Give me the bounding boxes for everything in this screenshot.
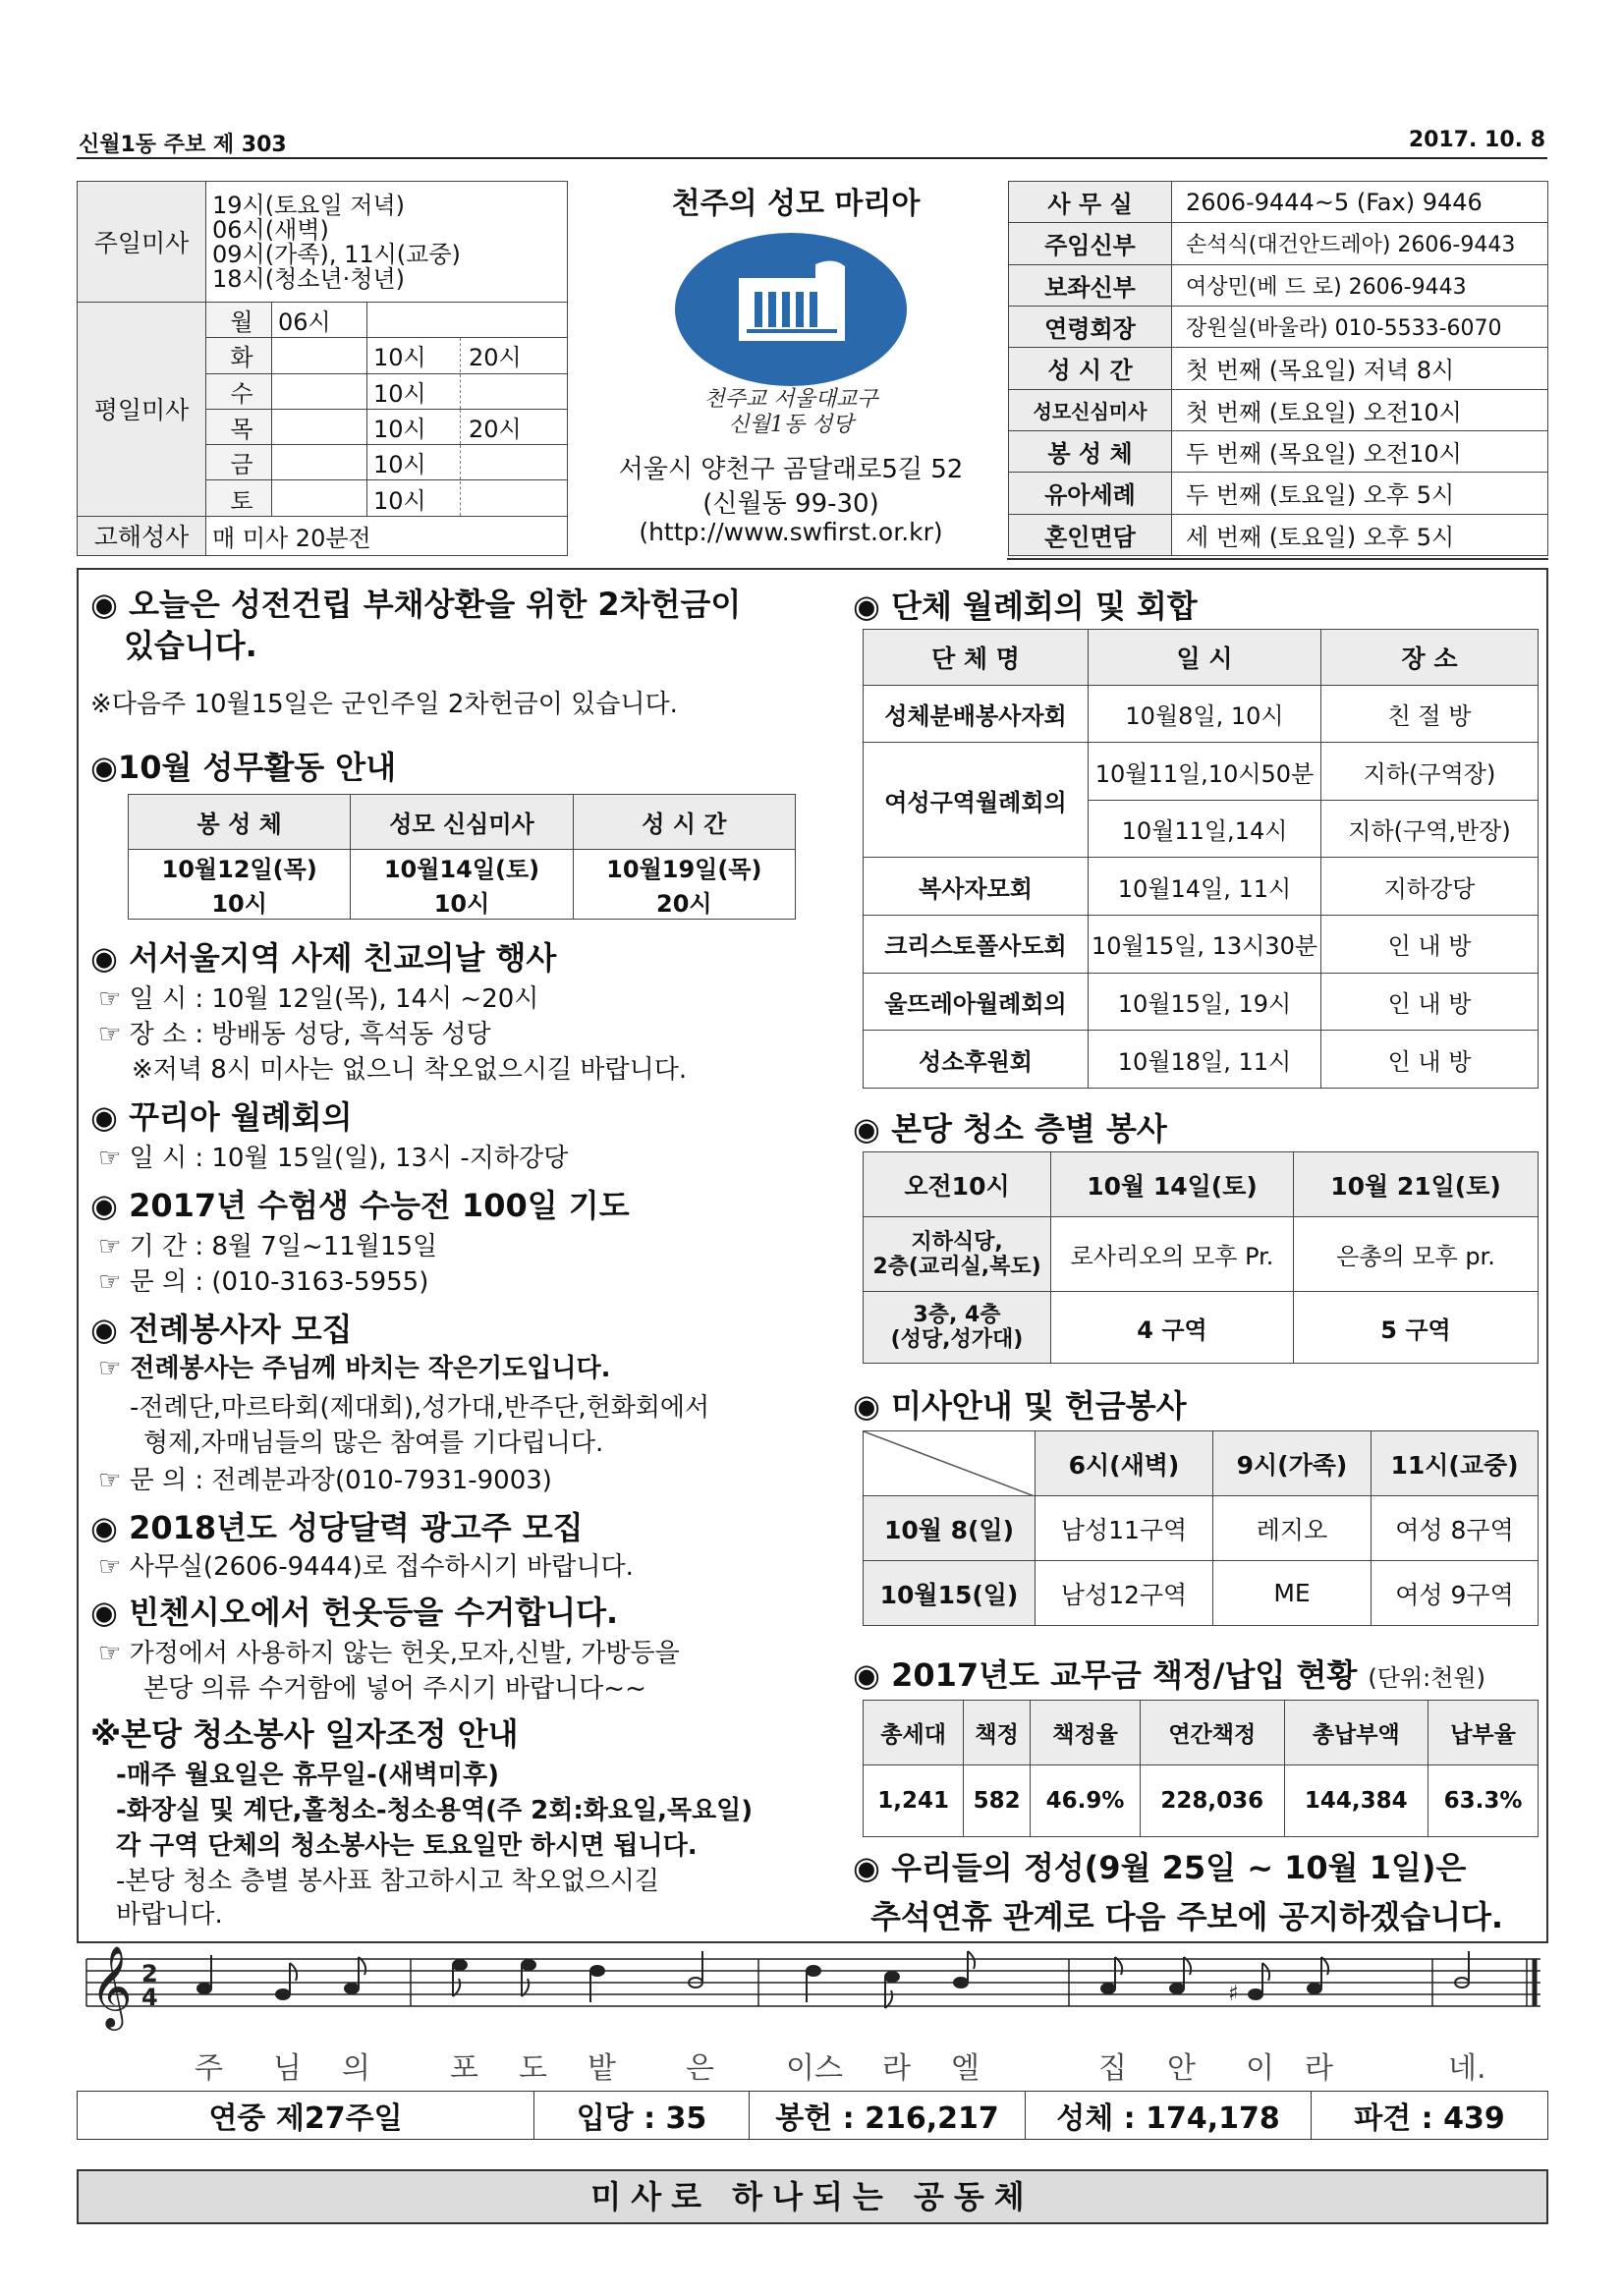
dues-status-table xyxy=(863,1700,1539,1837)
next-week-note: ※다음주 10월15일은 군인주일 2차헌금이 있습니다. xyxy=(90,690,678,719)
group-meeting-table xyxy=(863,629,1539,1089)
meet-date: 10월8일, 10시 xyxy=(1089,685,1321,743)
sunday-time: 19시(토요일 저녁) xyxy=(212,191,405,219)
clean-header: 10월 21일(토) xyxy=(1294,1152,1539,1217)
church-building-icon xyxy=(668,231,914,437)
meet-date: 10월15일, 13시30분 xyxy=(1089,916,1321,974)
dues-value: 582 xyxy=(964,1765,1031,1837)
contact-label: 성모신심미사 xyxy=(1009,389,1172,430)
contact-label: 사 무 실 xyxy=(1009,182,1172,223)
contact-value: 두 번째 (목요일) 오전10시 xyxy=(1172,430,1548,472)
music-staff-icon xyxy=(77,1945,1548,2044)
weekday-times: 10시 xyxy=(367,445,568,480)
contact-value: 장원실(바울라) 010-5533-6070 xyxy=(1172,306,1548,347)
contact-label: 유아세례 xyxy=(1009,473,1172,514)
weekday-times: 10시 20시 xyxy=(367,409,568,444)
lyric-syllable: 포 xyxy=(450,2051,478,2086)
weekday-times xyxy=(367,302,568,337)
dues-status-title: ◉ 2017년도 교무금 책정/납입 현황 (단위:천원) xyxy=(853,1656,1485,1694)
dues-value: 228,036 xyxy=(1141,1765,1285,1837)
meet-place: 지하강당 xyxy=(1321,858,1539,916)
liturgy-recruit-title: ◉ 전례봉사자 모집 xyxy=(90,1311,353,1348)
liturgy-recruit-line: ☞ 전례봉사는 주님께 바치는 작은기도입니다. xyxy=(98,1354,611,1383)
dues-header: 납부율 xyxy=(1428,1701,1539,1765)
parish-website-link[interactable]: (http://www.swfirst.or.kr) xyxy=(639,518,943,546)
parish-motto: 미사로 하나되는 공동체 xyxy=(77,2169,1548,2224)
cleaning-schedule-line: 바랍니다. xyxy=(116,1900,223,1930)
confession-value: 매 미사 20분전 xyxy=(206,516,568,555)
parish-logo xyxy=(668,231,914,441)
calendar-ad-title: ◉ 2018년도 성당달력 광고주 모집 xyxy=(90,1509,584,1546)
october-activity-table xyxy=(128,794,796,920)
mass-assignee: ME xyxy=(1213,1561,1372,1626)
clean-assignee: 5 구역 xyxy=(1294,1292,1539,1364)
communion-count: 성체 : 174,178 xyxy=(1026,2092,1312,2140)
mass-assignee: 남성12구역 xyxy=(1036,1561,1213,1626)
contact-label: 혼인면담 xyxy=(1009,514,1172,555)
dues-header: 책정율 xyxy=(1031,1701,1141,1765)
weekday-times: 10시 xyxy=(367,480,568,516)
second-collection-title-cont: 있습니다. xyxy=(124,627,257,664)
mass-corner-cell xyxy=(864,1431,1036,1496)
curia-meeting-title: ◉ 꾸리아 월례회의 xyxy=(90,1098,353,1136)
activity-cell: 10월19일(목) 20시 xyxy=(573,850,795,920)
exam-prayer-contact: ☞ 문 의 : (010-3163-5955) xyxy=(98,1267,429,1297)
cleaning-schedule-line: -본당 청소 층별 봉사표 참고하시고 착오없으시길 xyxy=(116,1867,660,1896)
lyric-syllable: 집 xyxy=(1098,2051,1127,2086)
mass-date: 10월 8(일) xyxy=(864,1496,1036,1561)
lyric-syllable: 님 xyxy=(273,2051,302,2086)
parish-address-lot: (신월동 99-30) xyxy=(702,489,879,519)
contact-label: 주임신부 xyxy=(1009,223,1172,264)
offering-amount: 봉헌 : 216,217 xyxy=(750,2092,1026,2140)
meet-date: 10월11일,14시 xyxy=(1089,800,1321,858)
weekly-stats-bar xyxy=(77,2091,1548,2140)
meet-header: 단 체 명 xyxy=(864,630,1089,686)
exam-prayer-title: ◉ 2017년 수험생 수능전 100일 기도 xyxy=(90,1187,630,1224)
cleaning-schedule-title: ※본당 청소봉사 일자조정 안내 xyxy=(90,1715,519,1753)
lyric-syllable: 네. xyxy=(1448,2051,1486,2086)
contact-value: 2606-9444~5 (Fax) 9446 xyxy=(1172,182,1548,223)
dues-value: 46.9% xyxy=(1031,1765,1141,1837)
october-activity-title: ◉10월 성무활동 안내 xyxy=(90,749,397,786)
diagonal-line-icon xyxy=(864,1431,1035,1496)
floor-cleaning-title: ◉ 본당 청소 층별 봉사 xyxy=(853,1110,1167,1148)
dues-header: 총납부액 xyxy=(1284,1701,1428,1765)
fellowship-place: ☞ 장 소 : 방배동 성당, 흑석동 성당 xyxy=(98,1020,491,1049)
lyric-syllable: 도 xyxy=(519,2051,547,2086)
liturgy-recruit-contact: ☞ 문 의 : 전례분과장(010-7931-9003) xyxy=(98,1466,552,1495)
activity-header: 성 시 간 xyxy=(573,795,795,850)
mass-assignee: 남성11구역 xyxy=(1036,1496,1213,1561)
time-signature-top: 2 xyxy=(141,1960,158,1988)
header-divider xyxy=(77,157,1547,159)
fellowship-time: ☞ 일 시 : 10월 12일(목), 14시 ~20시 xyxy=(98,984,539,1014)
confession-label: 고해성사 xyxy=(78,516,206,555)
meet-place: 지하(구역,반장) xyxy=(1321,800,1539,858)
activity-cell: 10월12일(목) 10시 xyxy=(129,850,351,920)
mass-schedule-table xyxy=(77,181,568,556)
weekday-time xyxy=(272,480,367,516)
meet-header: 장 소 xyxy=(1321,630,1539,686)
sunday-time: 18시(청소년·청년) xyxy=(212,264,405,293)
exam-prayer-period: ☞ 기 간 : 8월 7일~11월15일 xyxy=(98,1232,438,1261)
lyric-syllable: 밭 xyxy=(588,2051,616,2086)
clean-assignee: 은총의 모후 pr. xyxy=(1294,1217,1539,1292)
weekday-times: 10시 20시 xyxy=(367,338,568,373)
dues-header: 총세대 xyxy=(864,1701,964,1765)
liturgical-week: 연중 제27주일 xyxy=(78,2092,534,2140)
contact-value: 첫 번째 (토요일) 오전10시 xyxy=(1172,389,1548,430)
meet-place: 인 내 방 xyxy=(1321,973,1539,1031)
sunday-mass-times xyxy=(206,182,568,303)
dues-value: 63.3% xyxy=(1428,1765,1539,1837)
weekday-time xyxy=(272,409,367,444)
contact-value: 세 번째 (토요일) 오후 5시 xyxy=(1172,514,1548,555)
lyric-syllable: 이스 xyxy=(786,2051,843,2086)
weekday-times: 10시 xyxy=(367,373,568,409)
weekday-time xyxy=(272,445,367,480)
contact-value: 첫 번째 (목요일) 저녁 8시 xyxy=(1172,348,1548,389)
parish-patron-title: 천주의 성모 마리아 xyxy=(671,187,921,221)
floor-cleaning-table xyxy=(863,1151,1539,1364)
contact-value: 손석식(대건안드레아) 2606-9443 xyxy=(1172,223,1548,264)
dismissal-count: 파견 : 439 xyxy=(1312,2092,1548,2140)
dues-header: 책정 xyxy=(964,1701,1031,1765)
lyric-syllable: 라 xyxy=(1305,2051,1333,2086)
dues-value: 144,384 xyxy=(1284,1765,1428,1837)
fellowship-note: ※저녁 8시 미사는 없으니 착오없으시길 바랍니다. xyxy=(132,1055,688,1085)
contact-label: 성 시 간 xyxy=(1009,348,1172,389)
mass-header: 6시(새벽) xyxy=(1036,1431,1213,1496)
lyric-syllable: 은 xyxy=(686,2051,714,2086)
sunday-mass-label: 주일미사 xyxy=(78,182,206,303)
hymn-staff xyxy=(77,1945,1548,2047)
contact-value: 두 번째 (토요일) 오후 5시 xyxy=(1172,473,1548,514)
second-collection-title: ◉ 오늘은 성전건립 부채상환을 위한 2차헌금이 xyxy=(90,586,742,623)
weekday-time xyxy=(272,373,367,409)
clean-header: 10월 14일(토) xyxy=(1051,1152,1294,1217)
dues-header: 연간책정 xyxy=(1141,1701,1285,1765)
weekday-time: 06시 xyxy=(272,302,367,337)
meet-place: 친 절 방 xyxy=(1321,685,1539,743)
clothes-collection-title: ◉ 빈첸시오에서 헌옷등을 수거합니다. xyxy=(90,1594,619,1631)
lyric-syllable: 이 xyxy=(1246,2051,1274,2086)
mass-offering-title: ◉ 미사안내 및 헌금봉사 xyxy=(853,1387,1187,1425)
lyric-syllable: 의 xyxy=(342,2051,370,2086)
treble-clef-icon: 𝄞 xyxy=(90,1945,133,2027)
sunday-time: 09시(가족), 11시(교중) xyxy=(212,240,461,268)
meet-date: 10월15일, 19시 xyxy=(1089,973,1321,1031)
lyric-syllable: 주 xyxy=(195,2051,223,2086)
weekday-mass-label: 평일미사 xyxy=(78,302,206,516)
activity-cell: 10월14일(토) 10시 xyxy=(351,850,573,920)
meet-place: 인 내 방 xyxy=(1321,916,1539,974)
weekday-name: 토 xyxy=(206,480,272,516)
logo-text-line2: 신월1동 성당 xyxy=(728,413,854,437)
mass-header: 11시(교중) xyxy=(1372,1431,1539,1496)
priest-fellowship-title: ◉ 서서울지역 사제 친교의날 행사 xyxy=(90,939,557,977)
contact-label: 보좌신부 xyxy=(1009,264,1172,306)
time-signature-bottom: 4 xyxy=(141,1984,158,2011)
meet-org: 여성구역월례회의 xyxy=(864,743,1089,858)
mass-header: 9시(가족) xyxy=(1213,1431,1372,1496)
clean-header: 오전10시 xyxy=(864,1152,1051,1217)
clean-floor: 지하식당, 2층(교리실,복도) xyxy=(864,1217,1051,1292)
weekday-time xyxy=(272,338,367,373)
parish-address: 서울시 양천구 곰달래로5길 52 xyxy=(618,455,964,484)
lyric-syllable: 엘 xyxy=(951,2051,980,2086)
bulletin-issue: 신월1동 주보 제 303 xyxy=(79,133,287,157)
clean-assignee: 4 구역 xyxy=(1051,1292,1294,1364)
contact-value: 여상민(베 드 로) 2606-9443 xyxy=(1172,264,1548,306)
sharp-icon: ♯ xyxy=(1228,1982,1239,2006)
meet-header: 일 시 xyxy=(1089,630,1321,686)
contact-label: 봉 성 체 xyxy=(1009,430,1172,472)
mass-assignee: 여성 8구역 xyxy=(1372,1496,1539,1561)
clothes-collection-line: 본당 의류 수거함에 넣어 주시기 바랍니다~~ xyxy=(143,1674,646,1704)
contact-label: 연령회장 xyxy=(1009,306,1172,347)
mass-assignee: 레지오 xyxy=(1213,1496,1372,1561)
frame-divider xyxy=(1007,558,1548,560)
logo-text-line1: 천주교 서울대교구 xyxy=(703,387,878,412)
meet-date: 10월11일,10시50분 xyxy=(1089,743,1321,801)
meet-org: 울뜨레아월례회의 xyxy=(864,973,1089,1031)
curia-meeting-time: ☞ 일 시 : 10월 15일(일), 13시 -지하강당 xyxy=(98,1144,569,1173)
clean-assignee: 로사리오의 모후 Pr. xyxy=(1051,1217,1294,1292)
attendance-count: 입당 : 35 xyxy=(534,2092,750,2140)
meet-org: 성체분배봉사자회 xyxy=(864,685,1089,743)
meet-date: 10월18일, 11시 xyxy=(1089,1031,1321,1089)
weekday-name: 수 xyxy=(206,373,272,409)
mass-date: 10월15(일) xyxy=(864,1561,1036,1626)
bulletin-date: 2017. 10. 8 xyxy=(1408,128,1545,152)
offering-notice-line1: ◉ 우리들의 정성(9월 25일 ~ 10월 1일)은 xyxy=(853,1849,1467,1886)
activity-header: 성모 신심미사 xyxy=(351,795,573,850)
dues-unit: (단위:천원) xyxy=(1368,1664,1485,1692)
weekday-name: 월 xyxy=(206,302,272,337)
meet-date: 10월14일, 11시 xyxy=(1089,858,1321,916)
weekday-name: 화 xyxy=(206,338,272,373)
clothes-collection-line: ☞ 가정에서 사용하지 않는 헌옷,모자,신발, 가방등을 xyxy=(98,1639,680,1668)
lyric-syllable: 라 xyxy=(882,2051,911,2086)
liturgy-recruit-line: -전례단,마르타회(제대회),성가대,반주단,헌화회에서 xyxy=(130,1393,710,1423)
weekday-name: 목 xyxy=(206,409,272,444)
cleaning-schedule-line: -화장실 및 계단,홀청소-청소용역(주 2회:화요일,목요일) xyxy=(116,1796,754,1825)
cleaning-schedule-line: -매주 월요일은 휴무일-(새벽미후) xyxy=(116,1761,499,1790)
group-meeting-title: ◉ 단체 월례회의 및 회합 xyxy=(853,588,1198,625)
clean-floor: 3층, 4층 (성당,성가대) xyxy=(864,1292,1051,1364)
mass-offering-table xyxy=(863,1430,1539,1626)
hymn-lyrics xyxy=(77,2044,1548,2086)
meet-org: 크리스토폴사도회 xyxy=(864,916,1089,974)
lyric-syllable: 안 xyxy=(1167,2051,1196,2086)
meet-org: 복사자모회 xyxy=(864,858,1089,916)
sunday-time: 06시(새벽) xyxy=(212,215,329,244)
activity-header: 봉 성 체 xyxy=(129,795,351,850)
dues-value: 1,241 xyxy=(864,1765,964,1837)
mass-assignee: 여성 9구역 xyxy=(1372,1561,1539,1626)
cleaning-schedule-line: 각 구역 단체의 청소봉사는 토요일만 하시면 됩니다. xyxy=(116,1831,698,1861)
weekday-name: 금 xyxy=(206,445,272,480)
calendar-ad-line: ☞ 사무실(2606-9444)로 접수하시기 바랍니다. xyxy=(98,1552,634,1582)
liturgy-recruit-line: 형제,자매님들의 많은 참여를 기다립니다. xyxy=(143,1428,604,1458)
offering-notice-line2: 추석연휴 관계로 다음 주보에 공지하겠습니다. xyxy=(870,1898,1504,1935)
meet-place: 인 내 방 xyxy=(1321,1031,1539,1089)
meet-place: 지하(구역장) xyxy=(1321,743,1539,801)
contact-table xyxy=(1008,181,1548,556)
meet-org: 성소후원회 xyxy=(864,1031,1089,1089)
